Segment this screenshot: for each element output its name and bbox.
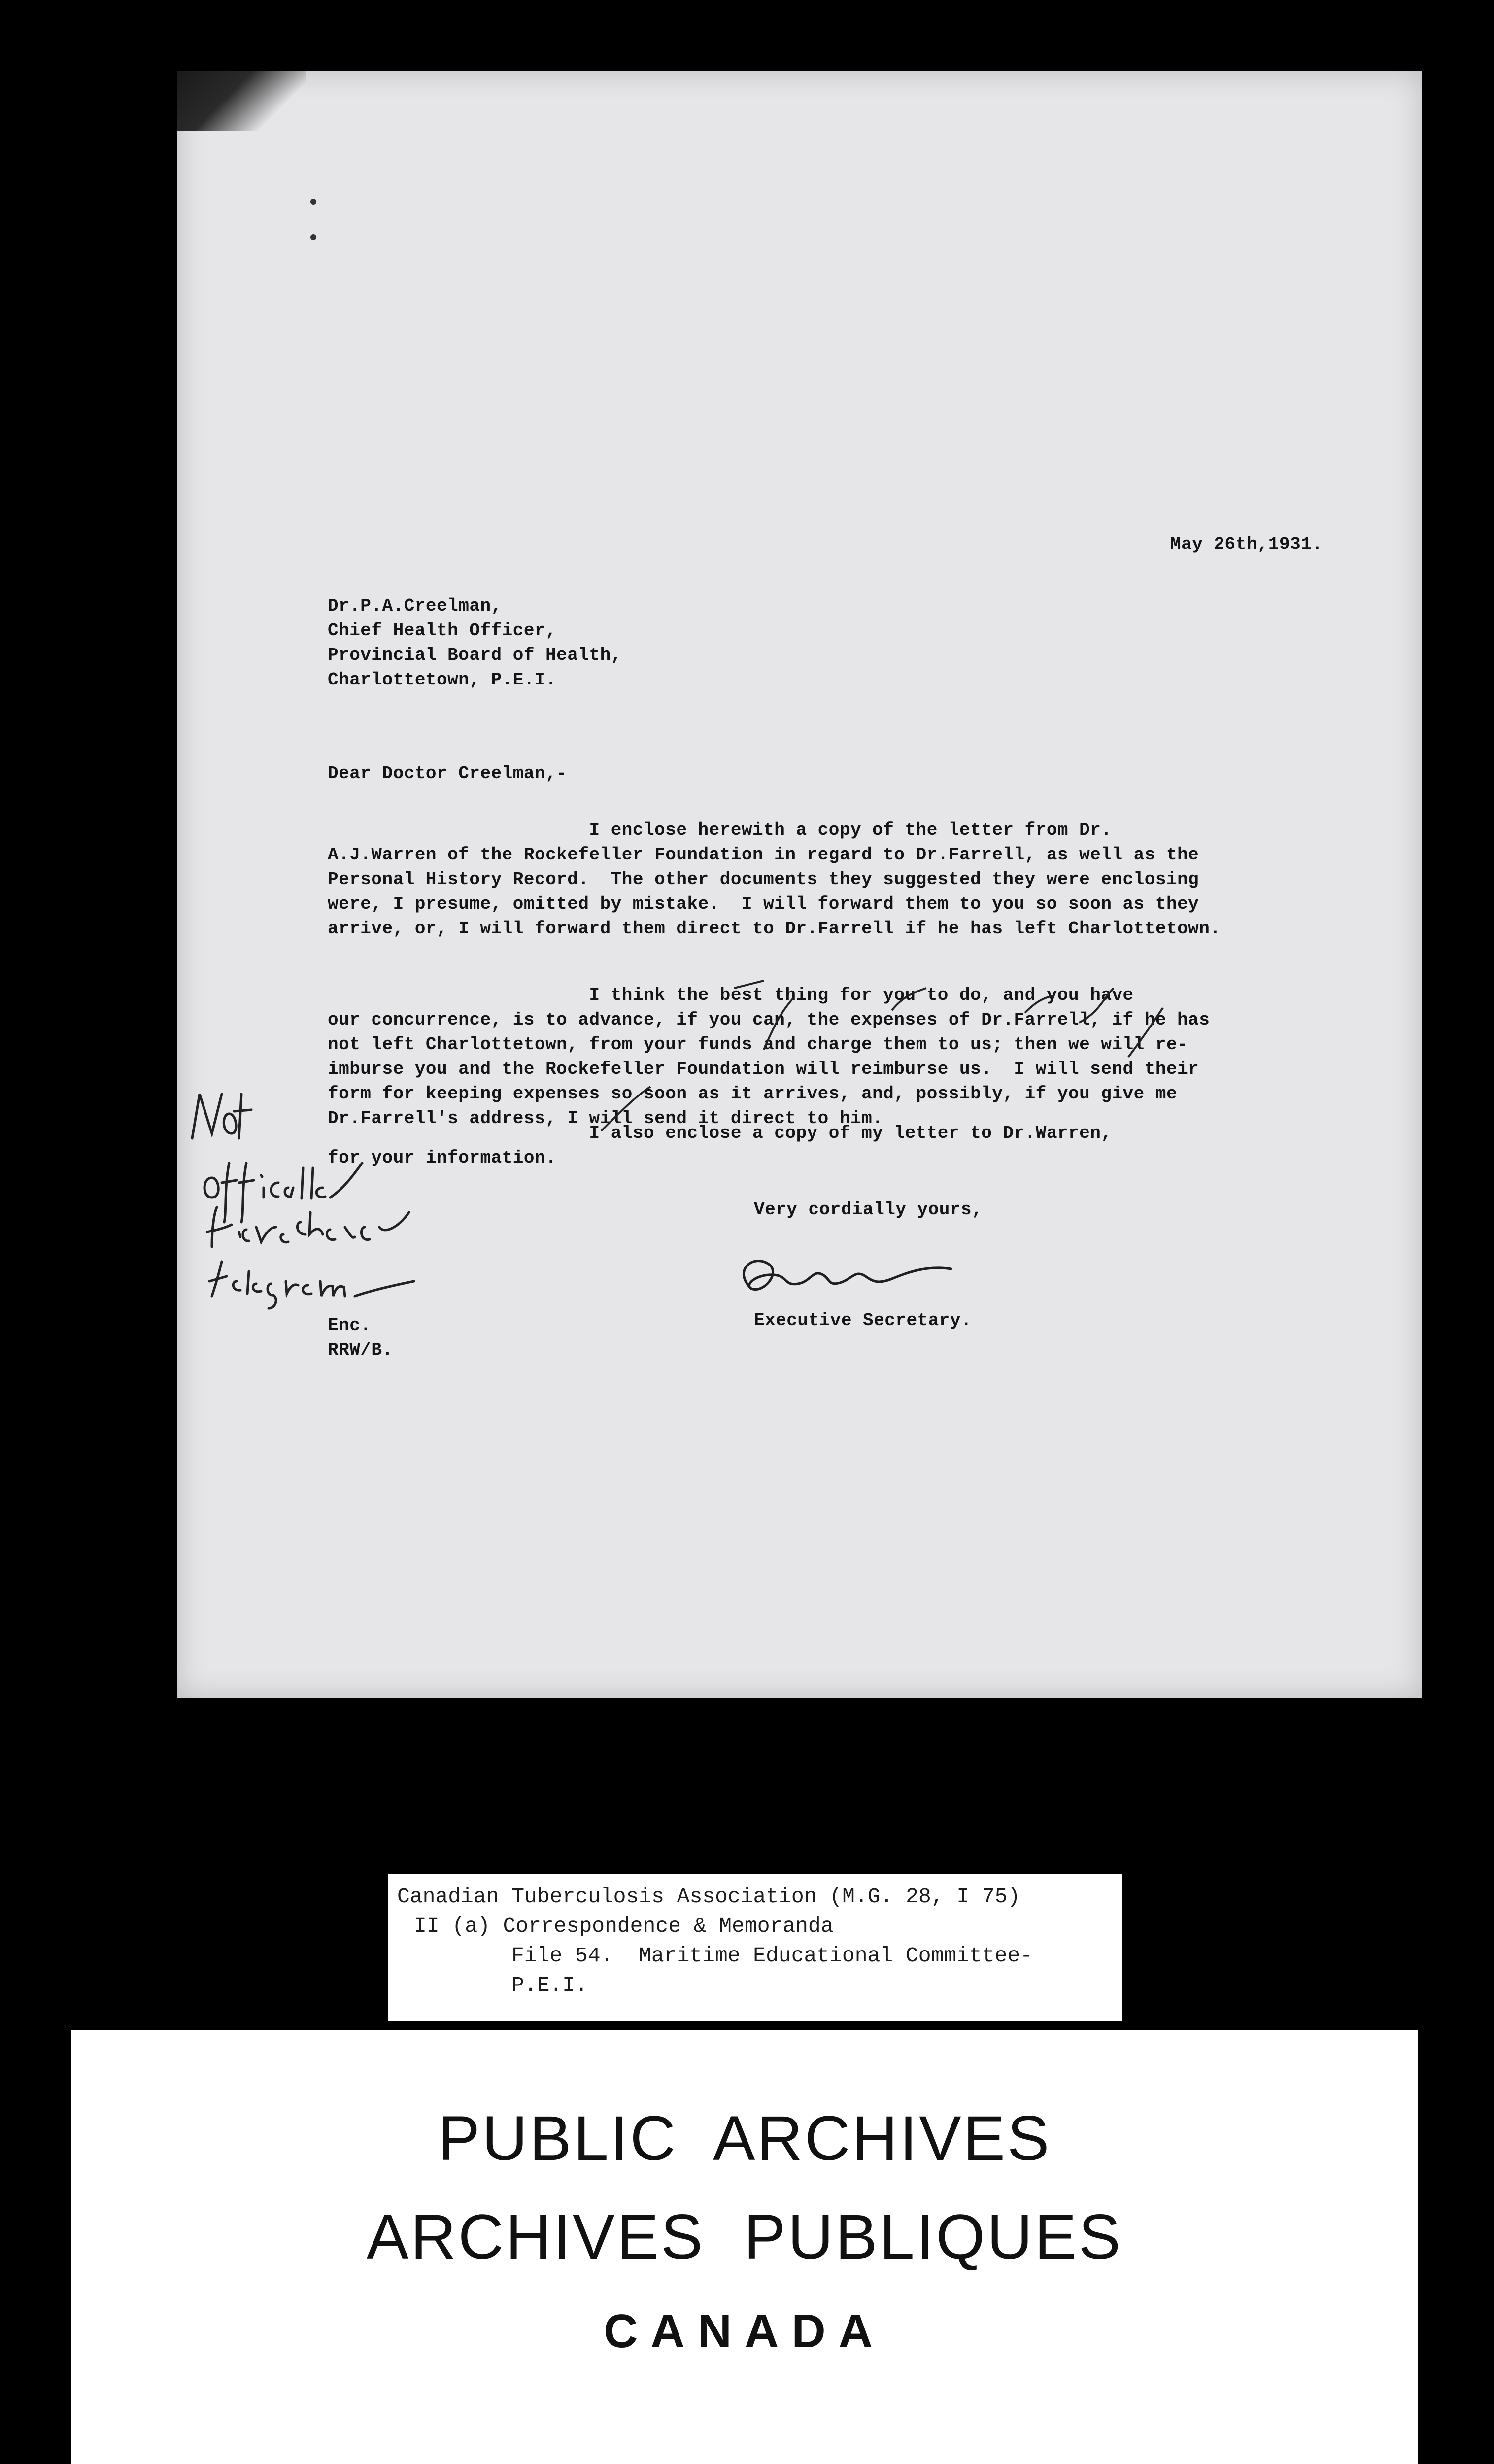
- body-line: Dr.Farrell's address, I will send it direct to him.: [328, 1108, 883, 1129]
- recipient-address: [328, 594, 622, 692]
- enclosure-reference: [328, 1313, 393, 1363]
- body-line: form for keeping expenses so soon as it arrives, and, possibly, if you give me: [328, 1084, 1178, 1104]
- body-line: I enclose herewith a copy of the letter from Dr.: [328, 820, 1112, 840]
- body-paragraph-2: [328, 983, 1210, 1131]
- label-file-continued: P.E.I.: [511, 1973, 588, 1997]
- typist-initials: RRW/B.: [328, 1340, 393, 1360]
- archives-card: [71, 2030, 1418, 2464]
- punch-hole: [310, 199, 316, 205]
- recipient-line: Chief Health Officer,: [328, 620, 557, 641]
- label-file: File 54. Maritime Educational Committee-: [511, 1944, 1033, 1968]
- body-line: for your information.: [328, 1148, 557, 1168]
- card-title-english: PUBLIC ARCHIVES: [438, 2103, 1052, 2174]
- label-fonds: Canadian Tuberculosis Association (M.G. 28, I 75): [397, 1884, 1020, 1909]
- card-title-french: ARCHIVES PUBLIQUES: [366, 2202, 1123, 2272]
- body-line: imburse you and the Rockefeller Foundation will reimburse us. I will send their: [328, 1059, 1199, 1079]
- body-line: I think the best thing for you to do, and you have: [328, 985, 1134, 1005]
- punch-hole: [310, 234, 316, 240]
- card-country: CANADA: [604, 2305, 885, 2358]
- body-paragraph-3: [328, 1121, 1112, 1170]
- archive-reference-label: [388, 1874, 1122, 2021]
- body-line: A.J.Warren of the Rockefeller Foundation in regard to Dr.Farrell, as well as the: [328, 845, 1199, 865]
- body-line: not left Charlottetown, from your funds and charge them to us; then we will re-: [328, 1034, 1188, 1055]
- recipient-line: Provincial Board of Health,: [328, 645, 622, 665]
- complimentary-close: Very cordially yours,: [754, 1199, 983, 1220]
- handwritten-margin-note: [182, 1064, 429, 1321]
- salutation: Dear Doctor Creelman,-: [328, 763, 568, 784]
- handwritten-signature: [729, 1239, 1005, 1303]
- body-line: our concurrence, is to advance, if you can, the expenses of Dr.Farrell, if he has: [328, 1010, 1210, 1030]
- recipient-line: Charlottetown, P.E.I.: [328, 670, 557, 690]
- body-paragraph-1: [328, 818, 1221, 941]
- body-line: I also enclose a copy of my letter to Dr.Warren,: [328, 1123, 1112, 1143]
- body-line: Personal History Record. The other documents they suggested they were enclosing: [328, 869, 1199, 890]
- body-line: arrive, or, I will forward them direct to Dr.Farrell if he has left Charlottetown.: [328, 919, 1221, 939]
- signature-title: Executive Secretary.: [754, 1310, 972, 1331]
- body-line: were, I presume, omitted by mistake. I will forward them to you so soon as they: [328, 894, 1199, 914]
- enclosure-mark: Enc.: [328, 1315, 372, 1335]
- letter-sheet: [177, 71, 1422, 1698]
- recipient-line: Dr.P.A.Creelman,: [328, 596, 502, 616]
- label-series: II (a) Correspondence & Memoranda: [414, 1914, 834, 1938]
- letter-date: May 26th,1931.: [1170, 534, 1323, 554]
